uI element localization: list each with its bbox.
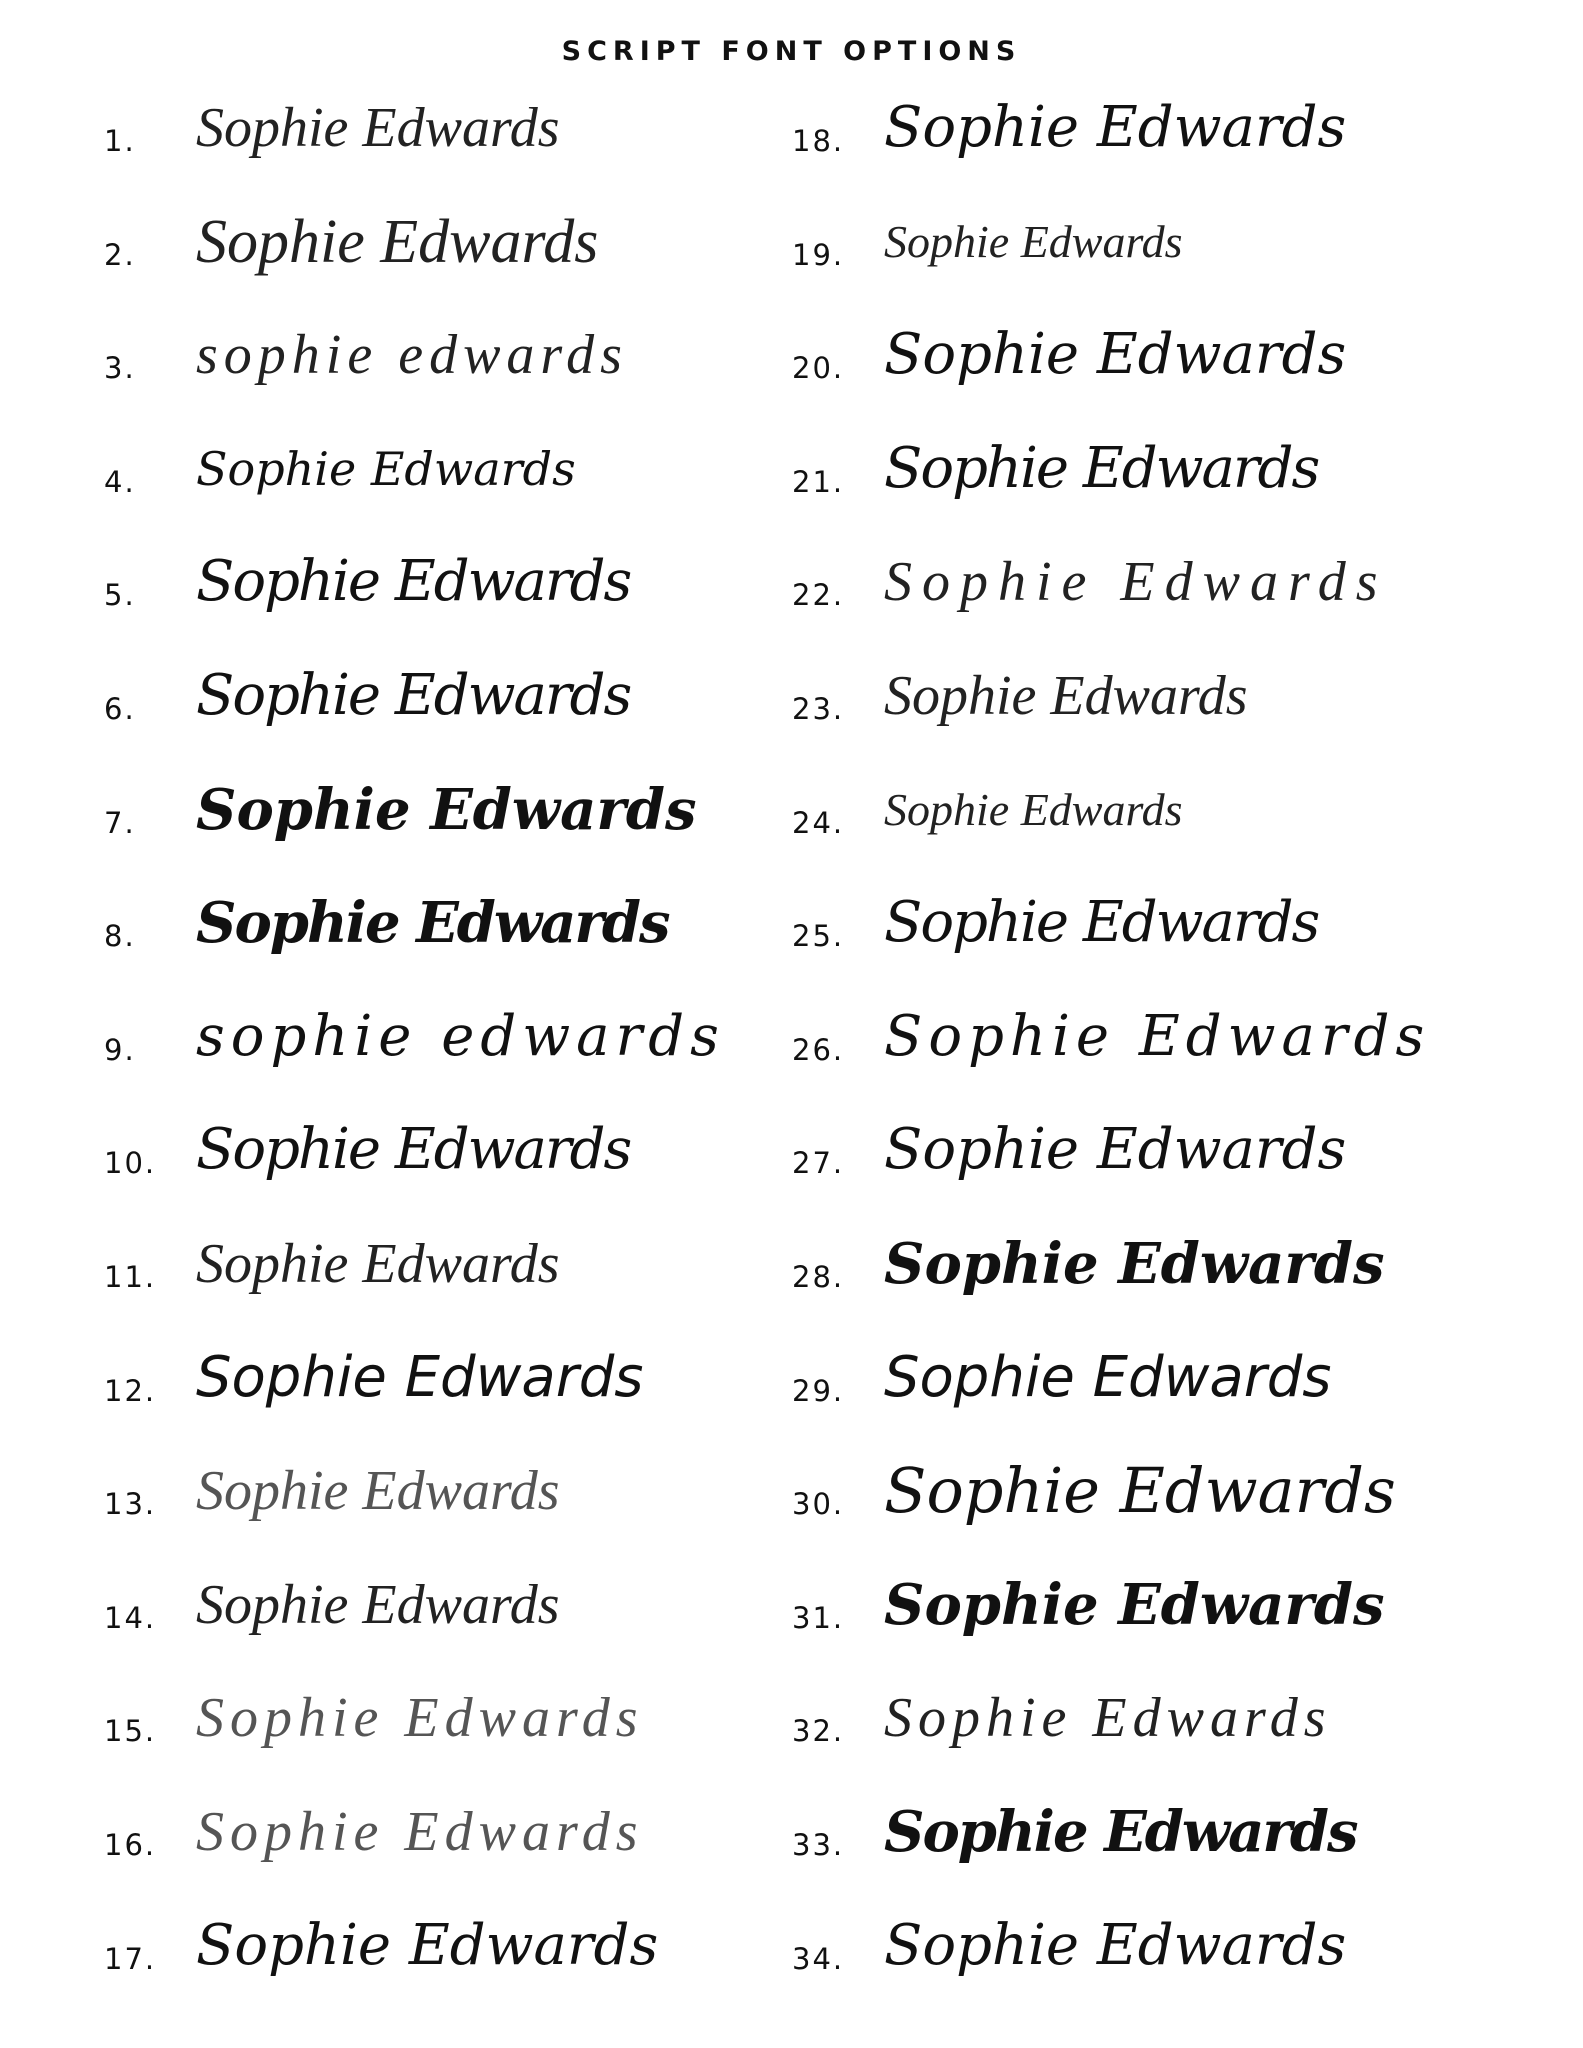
font-option-21 <box>792 427 1552 541</box>
font-option-1 <box>104 86 784 200</box>
option-sample: Sophie Edwards <box>884 1344 1332 1410</box>
option-number: 29. <box>792 1373 845 1408</box>
font-option-5 <box>104 540 784 654</box>
font-option-25 <box>792 881 1552 995</box>
option-sample: Sophie Edwards <box>884 435 1319 501</box>
font-option-4 <box>104 427 784 541</box>
option-sample: Sophie Edwards <box>884 1798 1357 1865</box>
font-option-28 <box>792 1222 1552 1336</box>
option-number: 27. <box>792 1146 845 1181</box>
option-sample: Sophie Edwards <box>196 890 669 957</box>
option-sample: sophie edwards <box>196 324 628 387</box>
font-option-32 <box>792 1676 1552 1790</box>
option-sample: Sophie Edwards <box>196 1912 659 1978</box>
option-sample: Sophie Edwards <box>196 1232 560 1295</box>
left-column <box>104 86 784 2017</box>
font-option-34 <box>792 1904 1552 2018</box>
font-option-14 <box>104 1563 784 1677</box>
option-number: 9. <box>104 1032 136 1067</box>
option-sample: Sophie Edwards <box>884 322 1347 388</box>
font-option-18 <box>792 86 1552 200</box>
option-sample: Sophie Edwards <box>884 1003 1431 1069</box>
option-sample: Sophie Edwards <box>884 1454 1396 1528</box>
option-number: 22. <box>792 578 845 613</box>
option-sample: Sophie Edwards <box>884 1912 1347 1978</box>
option-number: 33. <box>792 1827 845 1862</box>
font-option-30 <box>792 1449 1552 1563</box>
font-option-22 <box>792 540 1552 654</box>
option-sample: Sophie Edwards <box>196 441 576 496</box>
option-number: 30. <box>792 1487 845 1522</box>
font-option-7 <box>104 768 784 882</box>
option-number: 21. <box>792 464 845 499</box>
option-number: 24. <box>792 805 845 840</box>
font-option-31 <box>792 1563 1552 1677</box>
font-option-33 <box>792 1790 1552 1904</box>
option-number: 6. <box>104 691 136 726</box>
option-sample: Sophie Edwards <box>196 1344 644 1410</box>
option-number: 20. <box>792 351 845 386</box>
option-number: 7. <box>104 805 136 840</box>
font-option-11 <box>104 1222 784 1336</box>
font-option-29 <box>792 1336 1552 1450</box>
option-sample: Sophie Edwards <box>884 1687 1332 1750</box>
option-number: 17. <box>104 1941 157 1976</box>
option-number: 3. <box>104 351 136 386</box>
font-option-10 <box>104 1108 784 1222</box>
option-number: 23. <box>792 691 845 726</box>
option-number: 8. <box>104 919 136 954</box>
font-option-6 <box>104 654 784 768</box>
option-sample: Sophie Edwards <box>884 664 1248 727</box>
option-sample: Sophie Edwards <box>884 215 1183 267</box>
font-option-27 <box>792 1108 1552 1222</box>
font-option-3 <box>104 313 784 427</box>
option-number: 28. <box>792 1259 845 1294</box>
option-sample: Sophie Edwards <box>196 207 599 276</box>
font-option-15 <box>104 1676 784 1790</box>
font-option-17 <box>104 1904 784 2018</box>
option-sample: Sophie Edwards <box>884 551 1388 614</box>
option-number: 32. <box>792 1714 845 1749</box>
option-sample: Sophie Edwards <box>884 1117 1347 1183</box>
option-sample: Sophie Edwards <box>196 1460 560 1523</box>
option-number: 16. <box>104 1827 157 1862</box>
option-sample: Sophie Edwards <box>196 662 631 728</box>
option-sample: Sophie Edwards <box>884 1571 1385 1638</box>
option-number: 26. <box>792 1032 845 1067</box>
font-option-9 <box>104 995 784 1109</box>
option-sample: Sophie Edwards <box>884 95 1347 160</box>
option-number: 5. <box>104 578 136 613</box>
option-number: 2. <box>104 237 136 272</box>
font-option-2 <box>104 200 784 314</box>
option-number: 13. <box>104 1487 157 1522</box>
option-sample: Sophie Edwards <box>196 549 631 615</box>
option-number: 14. <box>104 1600 157 1635</box>
option-number: 10. <box>104 1146 157 1181</box>
option-number: 12. <box>104 1373 157 1408</box>
option-number: 11. <box>104 1259 157 1294</box>
page-title: SCRIPT FONT OPTIONS <box>561 36 1022 67</box>
option-sample: sophie edwards <box>196 1003 725 1069</box>
option-number: 4. <box>104 464 136 499</box>
option-sample: Sophie Edwards <box>884 1230 1385 1297</box>
right-column <box>792 86 1552 2017</box>
option-number: 18. <box>792 124 845 158</box>
option-sample: Sophie Edwards <box>884 783 1183 835</box>
font-option-23 <box>792 654 1552 768</box>
font-option-24 <box>792 768 1552 882</box>
option-number: 1. <box>104 124 136 158</box>
option-sample: Sophie Edwards <box>196 1573 560 1636</box>
font-option-26 <box>792 995 1552 1109</box>
option-sample: Sophie Edwards <box>196 776 697 843</box>
option-number: 34. <box>792 1941 845 1976</box>
font-option-19 <box>792 200 1552 314</box>
option-number: 19. <box>792 237 845 272</box>
option-sample: Sophie Edwards <box>884 890 1319 956</box>
option-sample: Sophie Edwards <box>196 1117 631 1183</box>
option-sample: Sophie Edwards <box>196 1687 644 1750</box>
option-number: 31. <box>792 1600 845 1635</box>
font-option-20 <box>792 313 1552 427</box>
option-number: 25. <box>792 919 845 954</box>
font-option-12 <box>104 1336 784 1450</box>
option-sample: Sophie Edwards <box>196 97 560 159</box>
font-option-16 <box>104 1790 784 1904</box>
font-option-8 <box>104 881 784 995</box>
font-option-13 <box>104 1449 784 1563</box>
option-number: 15. <box>104 1714 157 1749</box>
option-sample: Sophie Edwards <box>196 1800 644 1863</box>
